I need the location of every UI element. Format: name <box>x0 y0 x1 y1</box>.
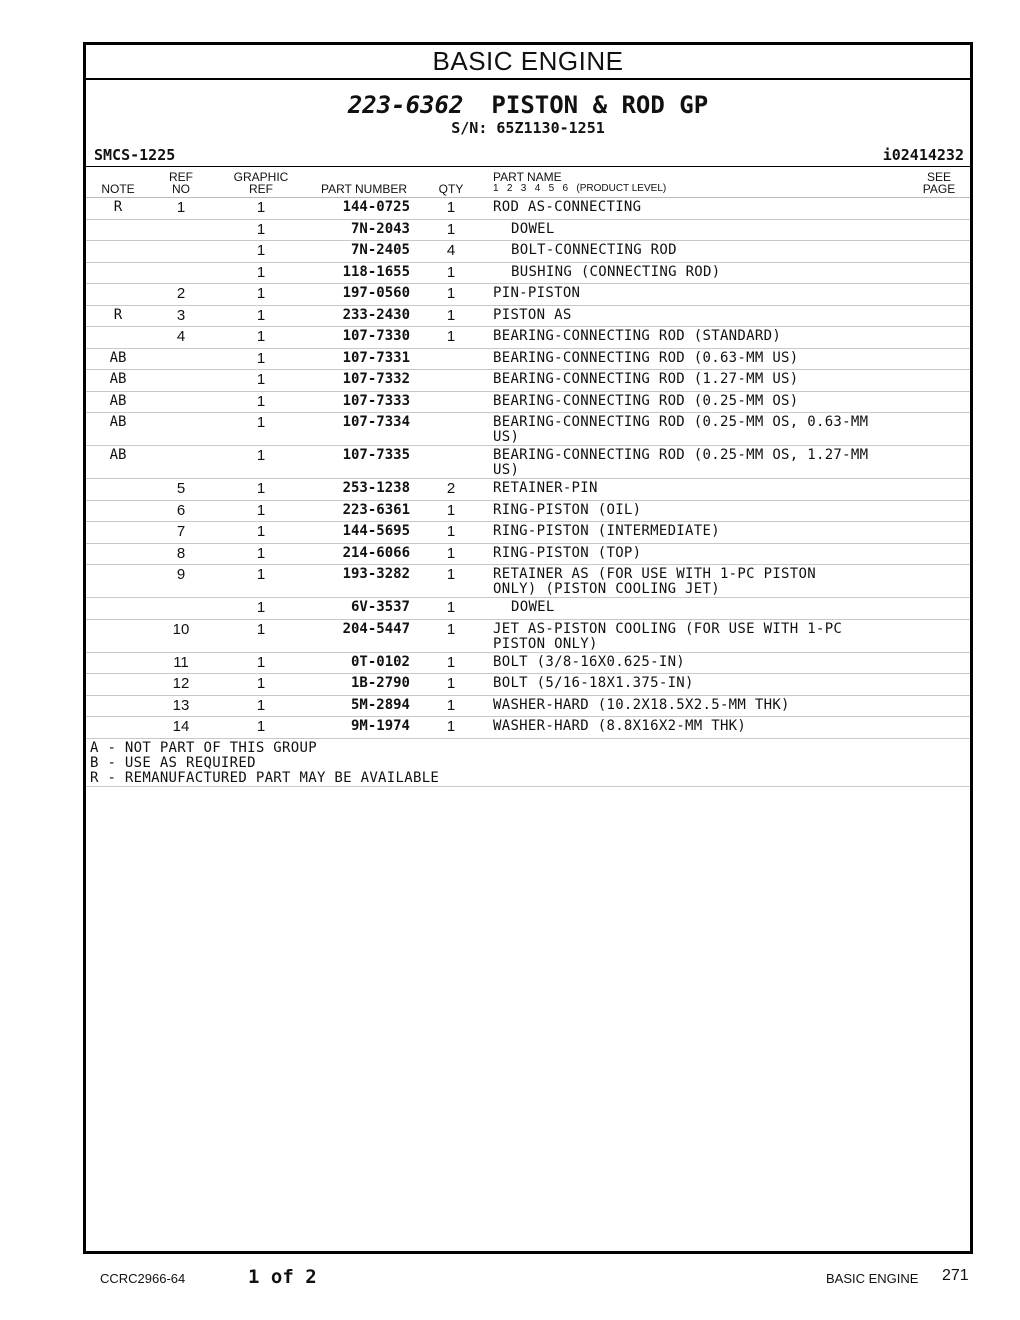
part-number-cell: 7N-2043 <box>350 220 410 237</box>
table-row <box>86 349 970 371</box>
part-name-cell: BEARING-CONNECTING ROD (1.27-MM US) <box>493 371 799 387</box>
part-name-cell: DOWEL <box>511 599 555 615</box>
footer-page-of: 1 of 2 <box>248 1266 317 1288</box>
graphic-ref-cell: 1 <box>256 242 266 259</box>
part-number-cell: 144-5695 <box>342 523 410 539</box>
part-name-cell: BEARING-CONNECTING ROD (0.25-MM OS) <box>493 392 799 409</box>
part-name-cell: WASHER-HARD (8.8X16X2-MM THK) <box>493 718 747 734</box>
part-name-cell: BEARING-CONNECTING ROD (STANDARD) <box>493 328 782 344</box>
col-ref-bottom: NO <box>172 182 190 196</box>
table-row <box>86 717 970 739</box>
col-part-name: PART NAME <box>493 170 562 184</box>
col-see-top: SEE <box>926 170 951 184</box>
graphic-ref-cell: 1 <box>256 544 266 562</box>
part-number-cell: 0T-0102 <box>350 653 410 670</box>
group-name: PISTON & ROD GP <box>491 91 709 119</box>
group-title <box>86 92 970 118</box>
qty-cell: 1 <box>446 620 456 638</box>
qty-cell: 1 <box>446 523 456 540</box>
table-row <box>86 653 970 675</box>
part-number-cell: 107-7330 <box>342 328 410 344</box>
qty-cell: 1 <box>446 285 456 302</box>
col-part-number: PART NUMBER <box>320 182 407 196</box>
part-name-cell: BOLT (3/8-16X0.625-IN) <box>493 653 686 670</box>
table-row <box>86 241 970 263</box>
part-number-cell: 197-0560 <box>342 285 410 301</box>
graphic-ref-cell: 1 <box>256 371 266 388</box>
part-name-cell-continued: PISTON ONLY) <box>493 635 598 652</box>
graphic-ref-cell: 1 <box>256 263 266 281</box>
ref-no-cell: 9 <box>176 566 186 583</box>
part-name-cell: BOLT (5/16-18X1.375-IN) <box>493 675 694 691</box>
meta-row <box>86 146 970 167</box>
ref-no-cell: 2 <box>176 285 186 302</box>
part-number-cell: 107-7333 <box>342 392 410 409</box>
part-number-cell: 223-6361 <box>342 501 410 518</box>
part-number-cell: 5M-2894 <box>350 696 410 713</box>
part-number-cell: 7N-2405 <box>350 242 410 258</box>
footer-page-number: 271 <box>942 1267 969 1284</box>
ref-no-cell: 13 <box>172 696 190 714</box>
footer-doc-code: CCRC2966-64 <box>100 1271 186 1286</box>
part-name-cell-continued: US) <box>493 462 520 478</box>
table-row <box>86 522 970 544</box>
part-number-cell: 6V-3537 <box>350 599 410 615</box>
graphic-ref-cell: 1 <box>256 718 266 735</box>
note-line: R - REMANUFACTURED PART MAY BE AVAILABLE <box>90 769 440 786</box>
table-row <box>86 674 970 696</box>
part-name-cell: RETAINER-PIN <box>493 480 598 496</box>
qty-cell: 1 <box>446 220 456 238</box>
serial-number: S/N: 65Z1130-1251 <box>451 119 605 137</box>
graphic-ref-cell: 1 <box>256 285 266 302</box>
table-row <box>86 696 970 718</box>
ref-no-cell: 4 <box>176 328 186 345</box>
part-name-cell-continued: ONLY) (PISTON COOLING JET) <box>493 581 720 597</box>
table-row <box>86 263 970 285</box>
part-number-cell: 233-2430 <box>342 306 410 323</box>
note-cell: R <box>113 306 123 323</box>
graphic-ref-cell: 1 <box>256 501 266 519</box>
parts-rows <box>86 198 970 739</box>
qty-cell: 4 <box>446 242 456 259</box>
table-row <box>86 501 970 523</box>
table-row <box>86 446 970 479</box>
group-number: 223-6362 <box>347 91 464 119</box>
part-name-cell: BEARING-CONNECTING ROD (0.25-MM OS, 0.63-MM <box>493 414 869 430</box>
note-line: B - USE AS REQUIRED <box>90 754 256 771</box>
part-number-cell: 107-7334 <box>342 414 410 430</box>
section-title: BASIC ENGINE <box>86 45 970 80</box>
note-cell: AB <box>109 414 127 430</box>
table-row <box>86 413 970 446</box>
part-name-cell: ROD AS-CONNECTING <box>493 199 642 215</box>
part-number-cell: 118-1655 <box>342 263 410 280</box>
part-name-cell: PIN-PISTON <box>493 285 581 301</box>
part-name-cell: JET AS-PISTON COOLING (FOR USE WITH 1-PC <box>493 620 843 637</box>
part-name-cell: RING-PISTON (INTERMEDIATE) <box>493 523 720 539</box>
graphic-ref-cell: 1 <box>256 199 266 216</box>
ref-no-cell: 3 <box>176 306 186 324</box>
part-name-cell: BOLT-CONNECTING ROD <box>511 242 677 258</box>
note-cell: AB <box>109 371 127 387</box>
qty-cell: 1 <box>446 566 456 583</box>
smcs-code: SMCS-1225 <box>94 146 176 164</box>
graphic-ref-cell: 1 <box>256 480 266 497</box>
table-row <box>86 327 970 349</box>
part-name-cell: BUSHING (CONNECTING ROD) <box>511 263 721 280</box>
graphic-ref-cell: 1 <box>256 566 266 583</box>
col-graphic-bottom: REF <box>249 182 273 196</box>
part-number-cell: 144-0725 <box>342 199 410 215</box>
ref-no-cell: 14 <box>172 718 190 735</box>
table-row <box>86 620 970 653</box>
graphic-ref-cell: 1 <box>256 675 266 692</box>
table-row <box>86 598 970 620</box>
footer-section: BASIC ENGINE <box>826 1271 919 1286</box>
note-cell: AB <box>109 447 127 463</box>
ref-no-cell: 10 <box>172 620 190 638</box>
ref-no-cell: 12 <box>172 675 190 692</box>
col-see-bottom: PAGE <box>922 182 956 196</box>
note-cell: R <box>113 199 123 215</box>
note-cell: AB <box>109 349 127 366</box>
graphic-ref-cell: 1 <box>256 620 266 638</box>
ref-no-cell: 1 <box>176 199 186 216</box>
part-name-cell: DOWEL <box>511 220 555 237</box>
qty-cell: 1 <box>446 675 456 692</box>
col-product-level: 1 2 3 4 5 6 (PRODUCT LEVEL) <box>493 183 667 194</box>
parts-list-frame <box>83 42 973 1254</box>
table-row <box>86 544 970 566</box>
part-name-cell: RETAINER AS (FOR USE WITH 1-PC PISTON <box>493 566 816 582</box>
qty-cell: 1 <box>446 263 456 281</box>
ref-no-cell: 7 <box>176 523 186 540</box>
col-graphic-top: GRAPHIC <box>233 170 289 184</box>
qty-cell: 1 <box>446 306 456 324</box>
col-ref-top: REF <box>169 170 193 184</box>
qty-cell: 1 <box>446 501 456 519</box>
part-number-cell: 204-5447 <box>342 620 410 637</box>
qty-cell: 1 <box>446 328 456 345</box>
table-row <box>86 220 970 242</box>
qty-cell: 1 <box>446 653 456 671</box>
graphic-ref-cell: 1 <box>256 523 266 540</box>
table-row <box>86 198 970 220</box>
qty-cell: 1 <box>446 599 456 616</box>
graphic-ref-cell: 1 <box>256 696 266 714</box>
part-name-cell: RING-PISTON (OIL) <box>493 501 642 518</box>
ref-no-cell: 8 <box>176 544 186 562</box>
part-number-cell: 107-7335 <box>342 447 410 463</box>
graphic-ref-cell: 1 <box>256 414 266 431</box>
part-number-cell: 193-3282 <box>342 566 410 582</box>
col-note: NOTE <box>101 182 135 196</box>
ref-no-cell: 11 <box>173 653 189 671</box>
graphic-ref-cell: 1 <box>256 447 266 464</box>
graphic-ref-cell: 1 <box>256 306 266 324</box>
part-number-cell: 9M-1974 <box>350 718 410 734</box>
part-name-cell: BEARING-CONNECTING ROD (0.63-MM US) <box>493 349 799 366</box>
column-headers <box>86 167 970 198</box>
ref-no-cell: 5 <box>176 480 186 497</box>
part-number-cell: 253-1238 <box>342 480 410 496</box>
document-id: i02414232 <box>882 146 964 164</box>
qty-cell: 1 <box>446 696 456 714</box>
part-number-cell: 1B-2790 <box>350 675 410 691</box>
note-cell: AB <box>109 392 127 409</box>
graphic-ref-cell: 1 <box>256 328 266 345</box>
graphic-ref-cell: 1 <box>256 653 266 671</box>
graphic-ref-cell: 1 <box>256 349 266 367</box>
part-number-cell: 214-6066 <box>342 544 410 561</box>
table-row <box>86 370 970 392</box>
graphic-ref-cell: 1 <box>256 392 266 410</box>
table-row <box>86 284 970 306</box>
qty-cell: 2 <box>446 480 456 497</box>
part-number-cell: 107-7331 <box>342 349 410 366</box>
graphic-ref-cell: 1 <box>256 599 266 616</box>
ref-no-cell: 6 <box>176 501 186 519</box>
table-row <box>86 565 970 598</box>
part-name-cell: RING-PISTON (TOP) <box>493 544 642 561</box>
part-name-cell: BEARING-CONNECTING ROD (0.25-MM OS, 1.27-MM <box>493 447 869 463</box>
col-qty: QTY <box>438 182 464 196</box>
note-line: A - NOT PART OF THIS GROUP <box>90 739 317 756</box>
table-row <box>86 306 970 328</box>
part-name-cell-continued: US) <box>493 429 520 445</box>
qty-cell: 1 <box>446 718 456 735</box>
notes-legend <box>86 739 970 787</box>
part-name-cell: WASHER-HARD (10.2X18.5X2.5-MM THK) <box>493 696 790 713</box>
table-row <box>86 479 970 501</box>
table-row <box>86 392 970 414</box>
qty-cell: 1 <box>446 199 456 216</box>
qty-cell: 1 <box>446 544 456 562</box>
part-name-cell: PISTON AS <box>493 306 572 323</box>
graphic-ref-cell: 1 <box>256 220 266 238</box>
part-number-cell: 107-7332 <box>342 371 410 387</box>
